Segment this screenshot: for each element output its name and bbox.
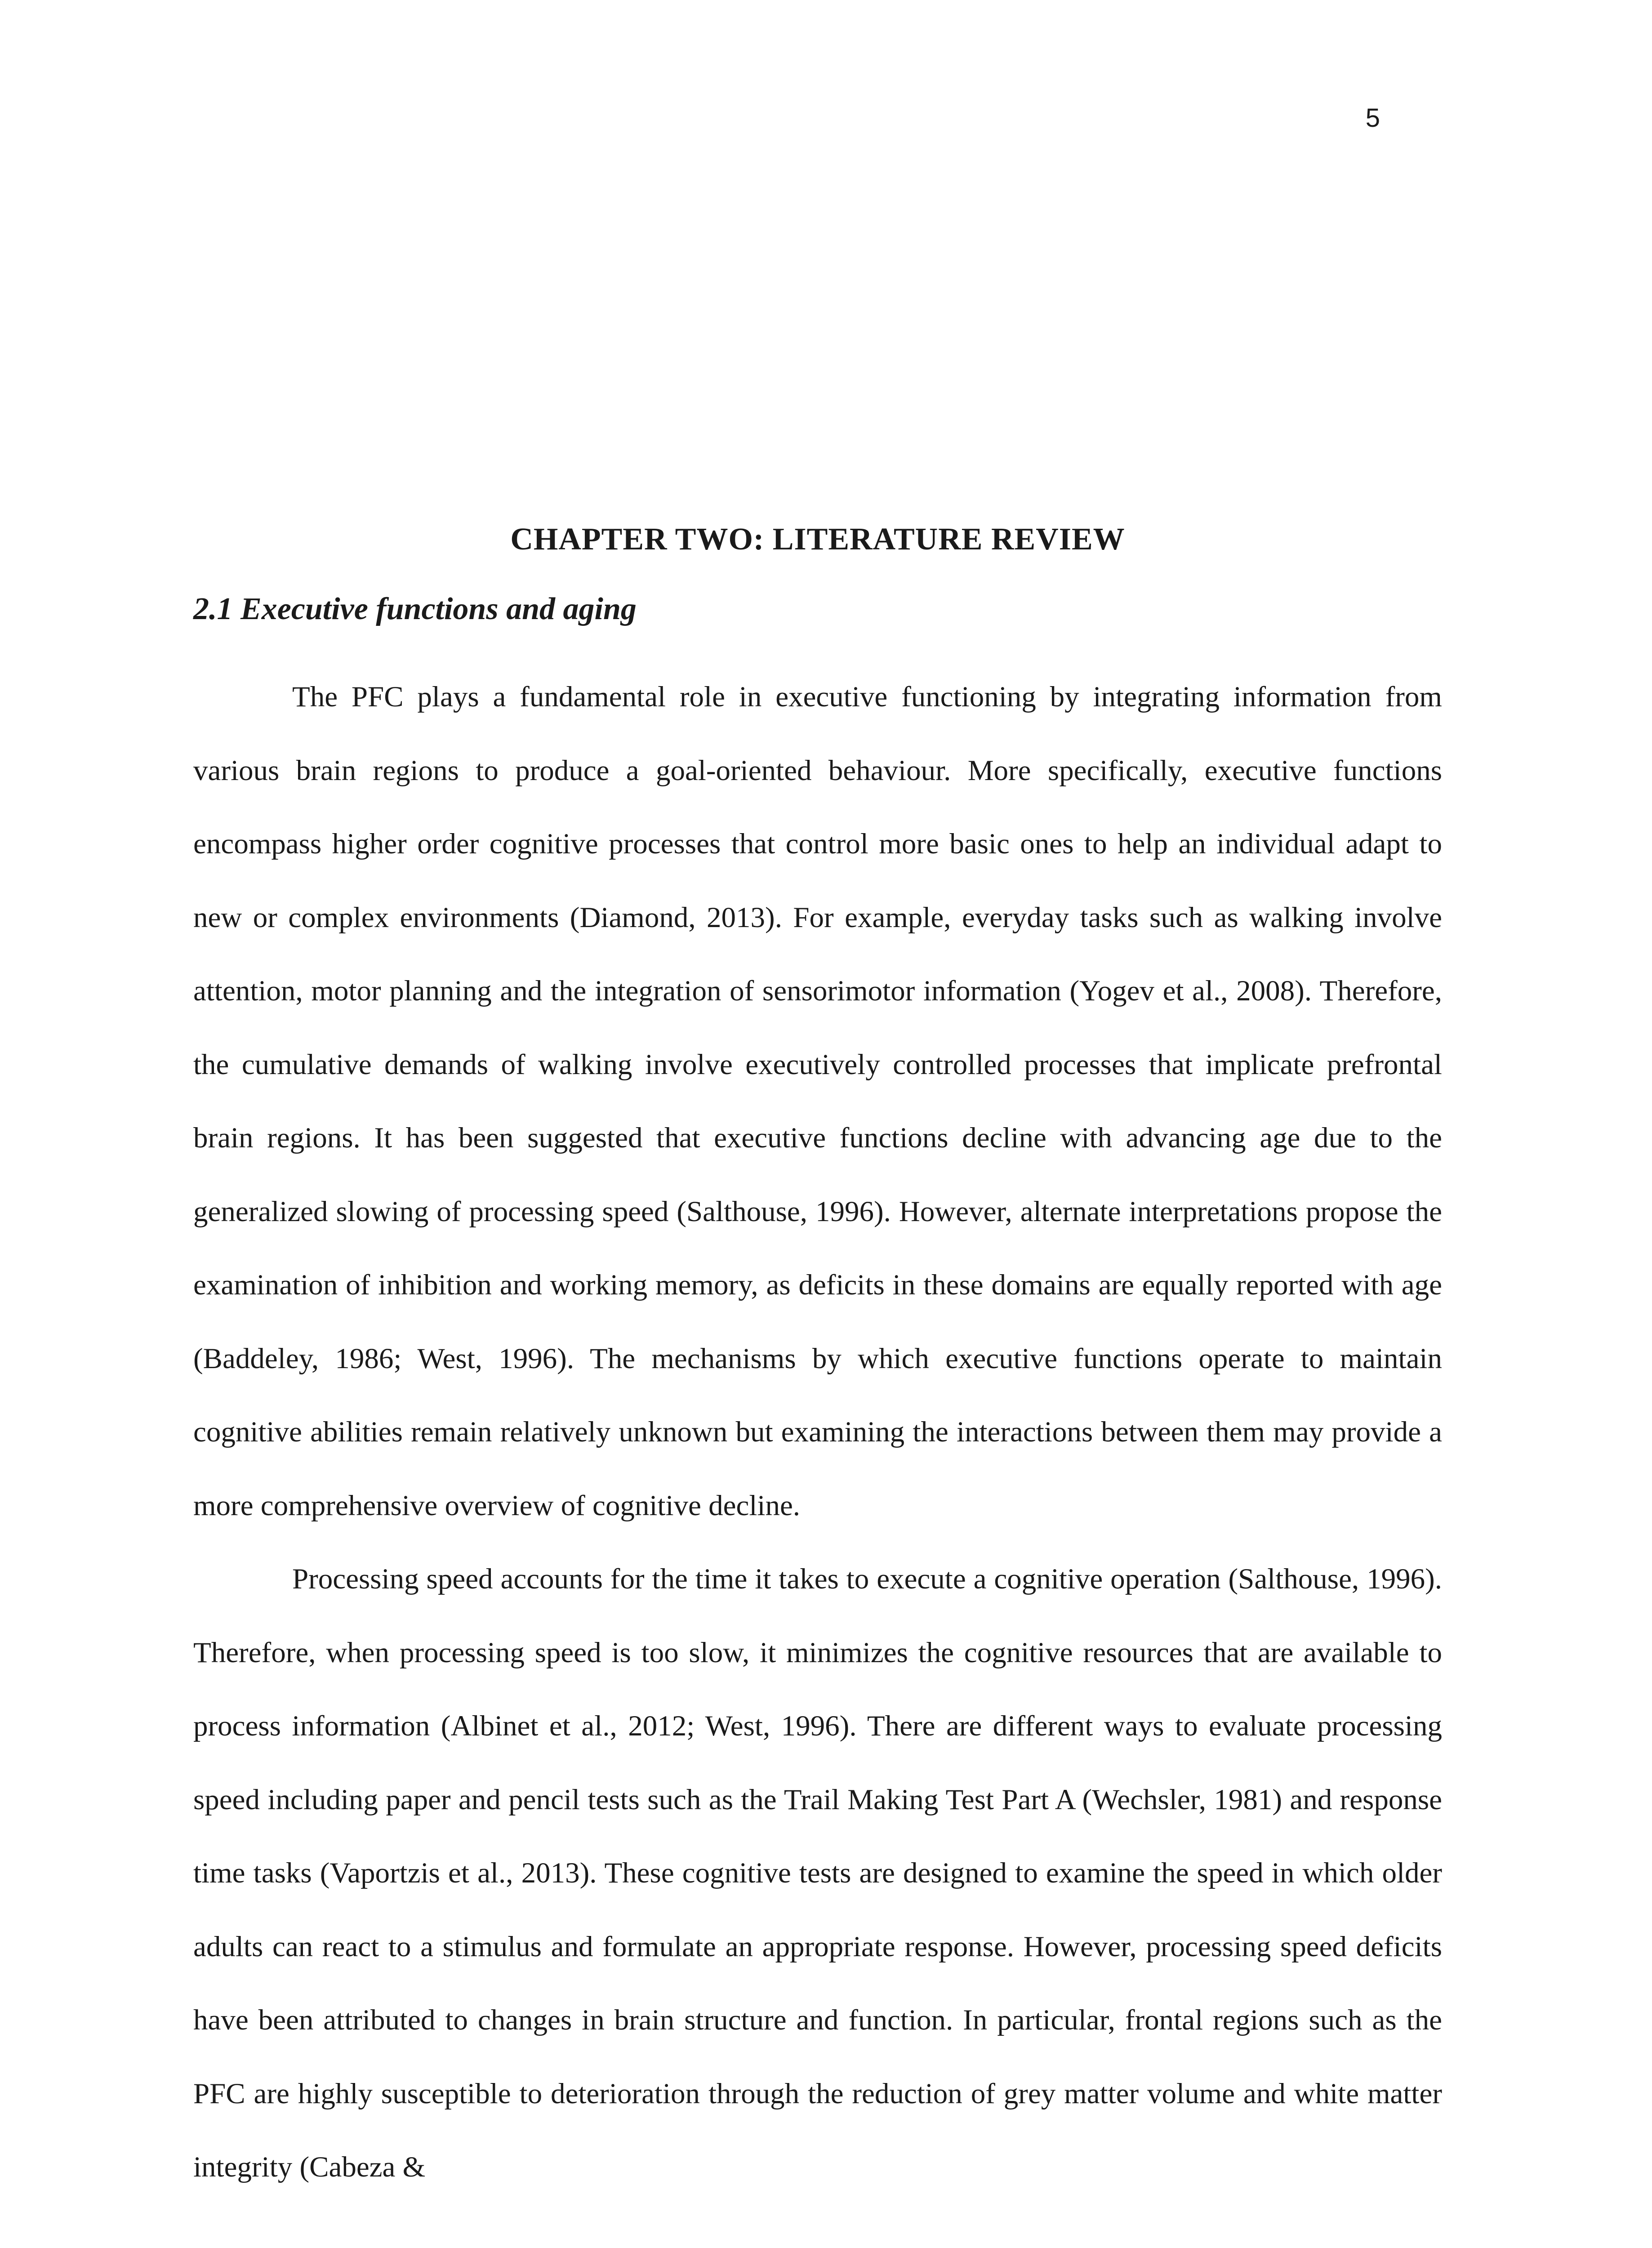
page-content — [193, 517, 1442, 2204]
body-paragraph-2: Processing speed accounts for the time it takes to execute a cognitive operation (Salthouse, 1996). Therefore, when processing speed is too slow, it minimizes the cognitive resources that are available to process information (Albinet et al., 2012; West, 1996). There are different ways to evaluate processing speed including paper and pencil tests such as the Trail Making Test Part A (Wechsler, 1981) and response time tasks (Vaportzis et al., 2013). These cognitive tests are designed to examine the speed in which older adults can react to a stimulus and formulate an appropriate response. However, processing speed deficits have been attributed to changes in brain structure and function. In particular, frontal regions such as the PFC are highly susceptible to deterioration through the reduction of grey matter volume and white matter integrity (Cabeza & — [193, 1563, 1442, 2183]
page-number: 5 — [1365, 103, 1380, 133]
chapter-title: CHAPTER TWO: LITERATURE REVIEW — [510, 522, 1125, 557]
section-heading: 2.1 Executive functions and aging — [193, 592, 637, 626]
body-paragraph-1: The PFC plays a fundamental role in executive functioning by integrating information from various brain regions to produce a goal-oriented behaviour. More specifically, executive functions encompass higher order cognitive processes that control more basic ones to help an individual adapt to new or complex environments (Diamond, 2013). For example, everyday tasks such as walking involve attention, motor planning and the integration of sensorimotor information (Yogev et al., 2008). Therefore, the cumulative demands of walking involve executively controlled processes that implicate prefrontal brain regions. It has been suggested that executive functions decline with advancing age due to the generalized slowing of processing speed (Salthouse, 1996). However, alternate interpretations propose the examination of inhibition and working memory, as deficits in these domains are equally reported with age (Baddeley, 1986; West, 1996). The mechanisms by which executive functions operate to maintain cognitive abilities remain relatively unknown but examining the interactions between them may provide a more comprehensive overview of cognitive decline. — [193, 681, 1442, 1522]
